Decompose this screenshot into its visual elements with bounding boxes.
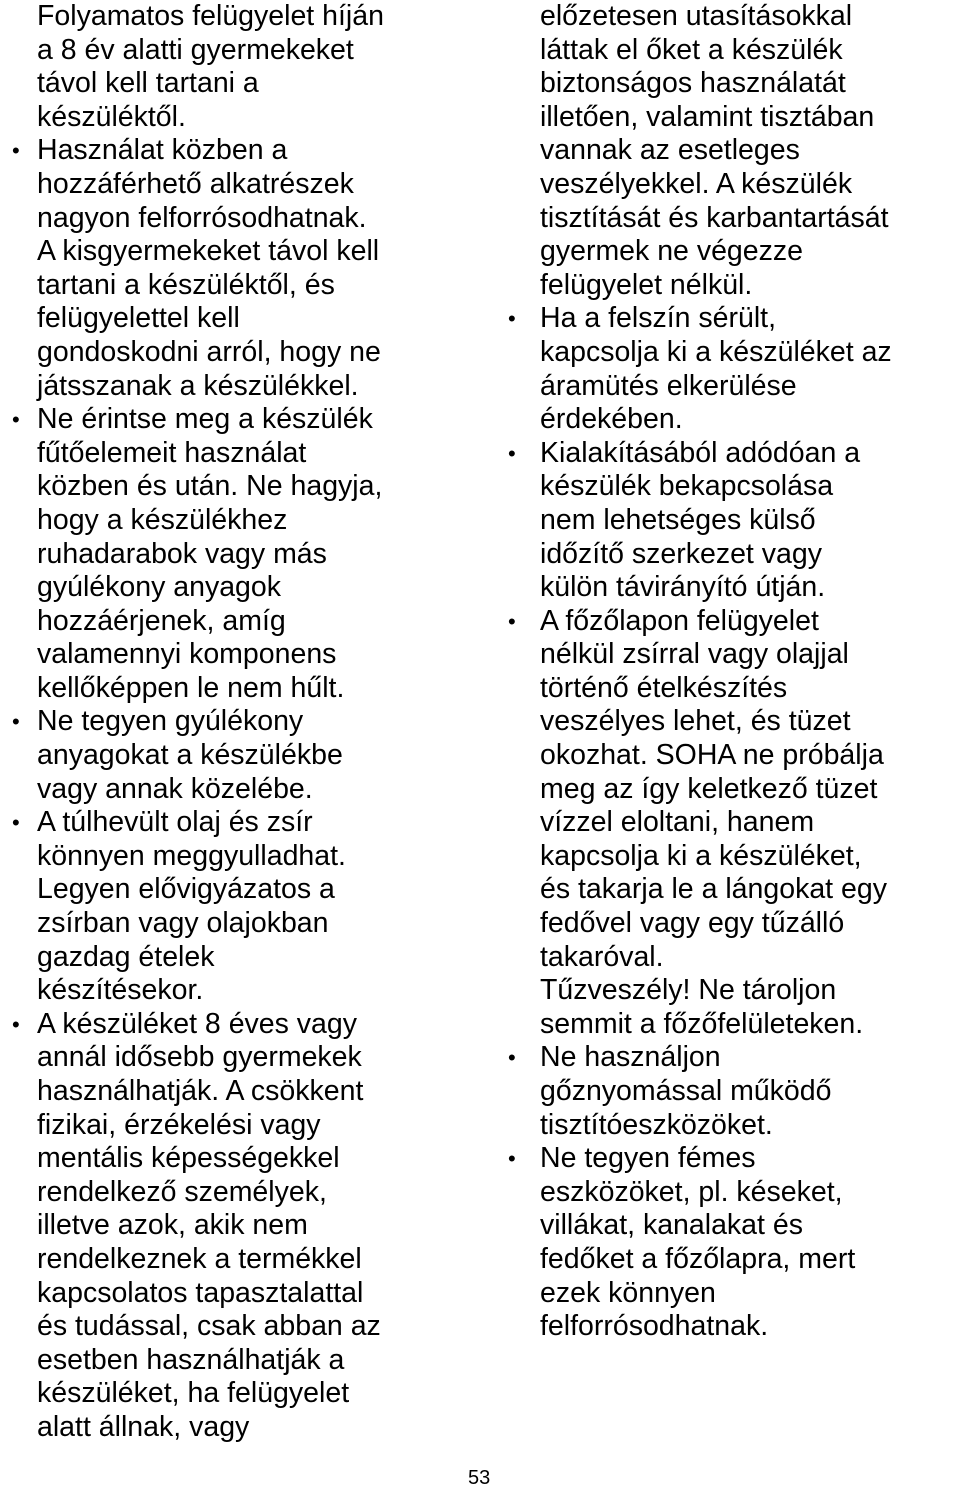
bullet-item-line — [0, 705, 470, 739]
text-line — [0, 470, 470, 504]
text-line — [0, 302, 470, 336]
line-text: kapcsolatos tapasztalattal — [37, 1276, 364, 1309]
line-text: meg az így keletkező tüzet — [540, 772, 878, 805]
line-text: történő ételkészítés — [540, 671, 788, 704]
line-text: gazdag ételek — [37, 940, 215, 973]
line-text: Ne használjon — [540, 1041, 721, 1074]
line-text: tisztítását és karbantartását — [540, 201, 889, 234]
text-line — [0, 34, 470, 68]
right-column — [500, 0, 960, 1344]
line-text: fűtőelemeit használat — [37, 436, 307, 469]
line-text: kapcsolja ki a készüléket az — [540, 335, 892, 368]
bullet-icon: • — [508, 440, 516, 466]
text-line — [0, 974, 470, 1008]
line-text: villákat, kanalakat és — [540, 1209, 803, 1242]
text-line — [0, 370, 470, 404]
text-line — [500, 1243, 960, 1277]
text-line — [500, 403, 960, 437]
line-text: alatt állnak, vagy — [37, 1410, 250, 1443]
line-text: készülék bekapcsolása — [540, 470, 834, 503]
text-line — [500, 538, 960, 572]
line-text: Tűzveszély! Ne tároljon — [540, 974, 837, 1007]
line-text: Ne tegyen gyúlékony — [37, 705, 304, 738]
line-text: eszközöket, pl. késeket, — [540, 1175, 843, 1208]
line-text: valamennyi komponens — [37, 638, 337, 671]
line-text: készüléket, ha felügyelet — [37, 1377, 350, 1410]
line-text: A főzőlapon felügyelet — [540, 604, 819, 637]
text-line — [500, 470, 960, 504]
text-line — [500, 773, 960, 807]
text-line — [0, 605, 470, 639]
text-line — [500, 907, 960, 941]
line-text: nélkül zsírral vagy olajjal — [540, 638, 849, 671]
text-line — [500, 168, 960, 202]
line-text: Ha a felszín sérült, — [540, 302, 777, 335]
bullet-icon: • — [508, 1146, 516, 1172]
text-line — [500, 571, 960, 605]
text-line — [500, 672, 960, 706]
line-text: annál idősebb gyermekek — [37, 1041, 362, 1074]
text-line — [0, 571, 470, 605]
text-line — [500, 504, 960, 538]
text-line — [500, 269, 960, 303]
line-text: Kialakításából adódóan a — [540, 436, 861, 469]
text-line — [0, 168, 470, 202]
bullet-item-line — [500, 437, 960, 471]
text-line — [0, 1075, 470, 1109]
line-text: láttak el őket a készülék — [540, 33, 843, 66]
line-text: készítésekor. — [37, 974, 204, 1007]
line-text: fedőket a főzőlapra, mert — [540, 1242, 856, 1275]
line-text: anyagokat a készülékbe — [37, 739, 343, 772]
text-line — [500, 370, 960, 404]
line-text: fedővel vagy egy tűzálló — [540, 907, 845, 940]
bullet-item-line — [500, 1142, 960, 1176]
line-text: hozzáférhető alkatrészek — [37, 167, 354, 200]
line-text: ezek könnyen — [540, 1276, 716, 1309]
bullet-item-line — [500, 1041, 960, 1075]
line-text: és tudással, csak abban az — [37, 1310, 381, 1343]
text-line — [500, 235, 960, 269]
line-text: Ne érintse meg a készülék — [37, 403, 373, 436]
line-text: illetve azok, akik nem — [37, 1209, 308, 1242]
line-text: használhatják. A csökkent — [37, 1075, 364, 1107]
text-line — [0, 1109, 470, 1143]
text-line — [0, 202, 470, 236]
text-line — [500, 134, 960, 168]
text-line — [0, 1310, 470, 1344]
text-line — [500, 806, 960, 840]
text-line — [0, 739, 470, 773]
line-text: rendelkeznek a termékkel — [37, 1242, 362, 1275]
left-column — [0, 0, 470, 1445]
line-text: gyermek ne végezze — [540, 235, 803, 268]
text-line — [0, 1142, 470, 1176]
line-text: közben és után. Ne hagyja, — [37, 470, 383, 503]
line-text: ruhadarabok vagy más — [37, 537, 327, 570]
line-text: áramütés elkerülése — [540, 369, 797, 402]
line-text: hogy a készülékhez — [37, 503, 288, 536]
line-text: gondoskodni arról, hogy ne — [37, 335, 381, 368]
line-text: a 8 év alatti gyermekeket — [37, 33, 354, 66]
line-text: tisztítóeszközöket. — [540, 1108, 773, 1141]
bullet-icon: • — [12, 407, 20, 433]
line-text: felügyelet nélkül. — [540, 268, 753, 301]
line-text: felforrósodhatnak. — [540, 1310, 769, 1343]
line-text: felügyelettel kell — [37, 302, 240, 335]
line-text: nem lehetséges külső — [540, 503, 816, 536]
bullet-icon: • — [508, 1045, 516, 1071]
line-text: játsszanak a készülékkel. — [37, 369, 359, 402]
text-line — [500, 638, 960, 672]
text-line — [0, 638, 470, 672]
line-text: Ne tegyen fémes — [540, 1142, 756, 1175]
bullet-icon: • — [508, 306, 516, 332]
text-line — [0, 437, 470, 471]
line-text: vagy annak közelébe. — [37, 772, 313, 805]
line-text: takaróval. — [540, 940, 664, 973]
text-line — [0, 0, 470, 34]
text-line — [0, 269, 470, 303]
line-text: A túlhevült olaj és zsír — [37, 806, 313, 839]
line-text: veszélyekkel. A készülék — [540, 167, 853, 200]
text-line — [500, 705, 960, 739]
text-line — [0, 504, 470, 538]
bullet-item-line — [0, 806, 470, 840]
text-line — [0, 1377, 470, 1411]
line-text: távol kell tartani a — [37, 67, 259, 100]
text-line — [500, 1008, 960, 1042]
line-text: biztonságos használatát — [540, 67, 846, 100]
line-text: okozhat. SOHA ne próbálja — [540, 739, 884, 772]
text-line — [0, 67, 470, 101]
line-text: gyúlékony anyagok — [37, 571, 282, 604]
line-text: Legyen elővigyázatos a — [37, 873, 335, 906]
line-text: veszélyes lehet, és tüzet — [540, 705, 851, 738]
text-line — [0, 941, 470, 975]
text-line — [0, 336, 470, 370]
bullet-icon: • — [12, 1011, 20, 1037]
line-text: kellőképpen le nem hűlt. — [37, 671, 345, 704]
text-line — [0, 672, 470, 706]
text-line — [0, 1041, 470, 1075]
line-text: kapcsolja ki a készüléket, — [540, 839, 862, 872]
text-line — [500, 974, 960, 1008]
bullet-icon: • — [12, 709, 20, 735]
line-text: Használat közben a — [37, 134, 288, 167]
line-text: időzítő szerkezet vagy — [540, 537, 822, 570]
text-line — [500, 336, 960, 370]
text-line — [500, 739, 960, 773]
text-line — [0, 1209, 470, 1243]
line-text: könnyen meggyulladhat. — [37, 839, 346, 872]
text-line — [500, 202, 960, 236]
text-line — [0, 1277, 470, 1311]
text-line — [500, 1176, 960, 1210]
text-line — [0, 1176, 470, 1210]
text-line — [0, 1344, 470, 1378]
text-line — [0, 1411, 470, 1445]
line-text: vannak az esetleges — [540, 134, 800, 167]
line-text: és takarja le a lángokat egy — [540, 873, 887, 906]
text-line — [500, 0, 960, 34]
bullet-item-line — [0, 134, 470, 168]
bullet-item-line — [0, 1008, 470, 1042]
line-text: vízzel eloltani, hanem — [540, 806, 815, 839]
line-text: fizikai, érzékelési vagy — [37, 1108, 321, 1141]
text-line — [500, 941, 960, 975]
text-line — [0, 1243, 470, 1277]
line-text: zsírban vagy olajokban — [37, 907, 329, 940]
bullet-item-line — [0, 403, 470, 437]
text-line — [500, 1310, 960, 1344]
bullet-icon: • — [12, 810, 20, 836]
text-line — [500, 1209, 960, 1243]
line-text: semmit a főzőfelületeken. — [540, 1007, 864, 1040]
text-line — [500, 67, 960, 101]
text-line — [500, 101, 960, 135]
line-text: külön távirányító útján. — [540, 571, 826, 604]
line-text: előzetesen utasításokkal — [540, 0, 853, 32]
line-text: A kisgyermekeket távol kell — [37, 235, 380, 268]
page-number: 53 — [468, 1467, 491, 1489]
bullet-icon: • — [12, 138, 20, 164]
bullet-item-line — [500, 302, 960, 336]
text-line — [500, 34, 960, 68]
text-line — [500, 873, 960, 907]
line-text: érdekében. — [540, 403, 683, 436]
text-line — [0, 873, 470, 907]
line-text: hozzáérjenek, amíg — [37, 604, 286, 637]
text-line — [0, 101, 470, 135]
line-text: tartani a készüléktől, és — [37, 268, 335, 301]
line-text: esetben használhatják a — [37, 1343, 345, 1376]
text-line — [500, 1109, 960, 1143]
text-line — [500, 1075, 960, 1109]
line-text: gőznyomással működő — [540, 1075, 832, 1107]
line-text: rendelkező személyek, — [37, 1175, 327, 1208]
line-text: A készüléket 8 éves vagy — [37, 1007, 358, 1040]
text-line — [500, 1277, 960, 1311]
bullet-item-line — [500, 605, 960, 639]
line-text: illetően, valamint tisztában — [540, 100, 875, 133]
text-line — [0, 840, 470, 874]
text-line — [0, 907, 470, 941]
bullet-icon: • — [508, 608, 516, 634]
text-line — [500, 840, 960, 874]
text-line — [0, 773, 470, 807]
text-line — [0, 538, 470, 572]
line-text: Folyamatos felügyelet híján — [37, 0, 384, 32]
line-text: készüléktől. — [37, 100, 186, 133]
line-text: nagyon felforrósodhatnak. — [37, 201, 367, 234]
text-line — [0, 235, 470, 269]
line-text: mentális képességekkel — [37, 1142, 340, 1175]
